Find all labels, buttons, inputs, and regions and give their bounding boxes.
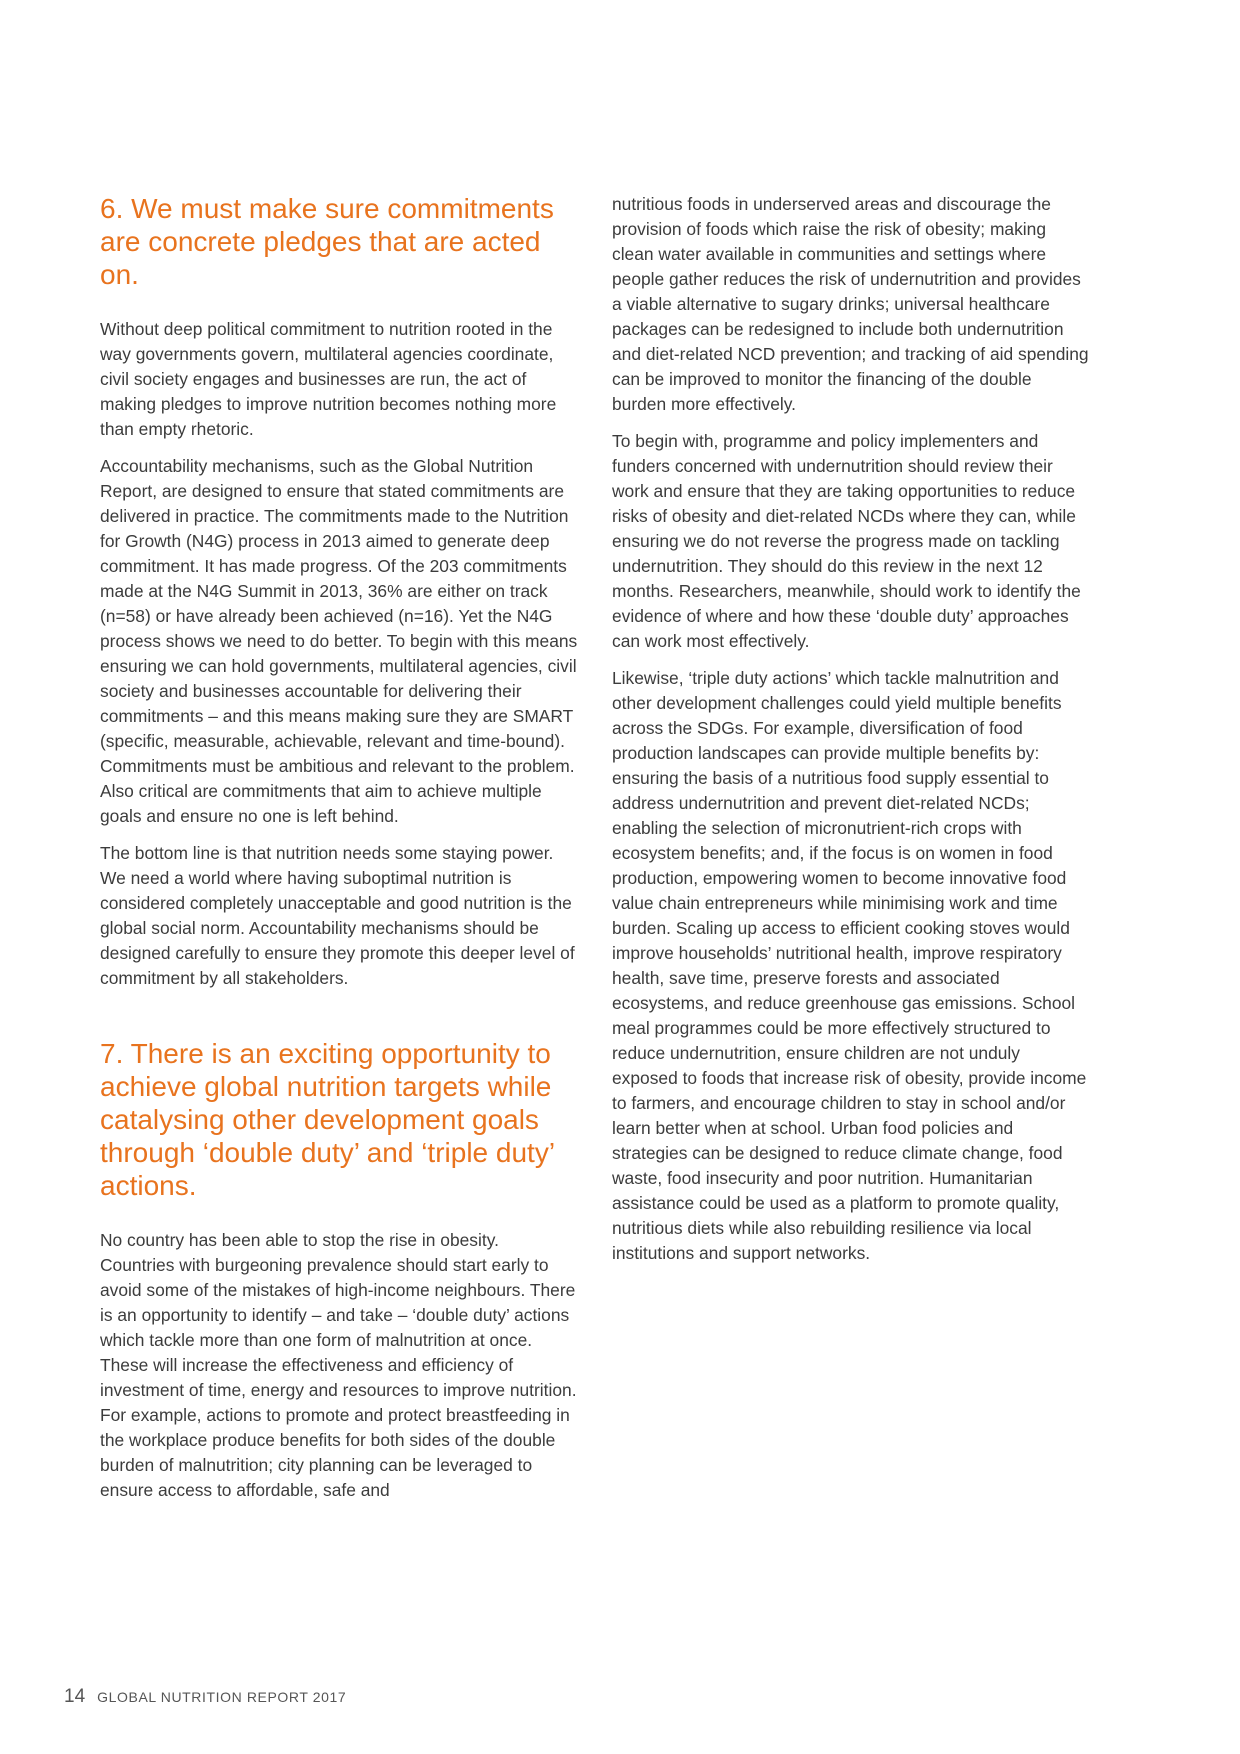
paragraph: No country has been able to stop the rise in obesity. Countries with burgeoning prevalence should start early to avoid some of the mistakes of high-income neighbours. There is an opportunity to identify – and take – ‘double duty’ actions which tackle more than one form of malnutrition at once. These will increase the effectiveness and efficiency of investment of time, energy and resources to improve nutrition. For example, actions to promote and protect breastfeeding in the workplace produce benefits for both sides of the double burden of malnutrition; city planning can be leveraged to ensure access to affordable, safe and	[100, 1230, 577, 1500]
paragraph: The bottom line is that nutrition needs some staying power. We need a world where having suboptimal nutrition is considered completely unacceptable and good nutrition is the global social norm. Accountability mechanisms should be designed carefully to ensure they promote this deeper level of commitment by all stakeholders.	[100, 843, 575, 988]
page-footer	[64, 1686, 346, 1708]
paragraph: nutritious foods in underserved areas and discourage the provision of foods which raise the risk of obesity; making clean water available in communities and settings where people gather reduces the risk of undernutrition and provides a viable alternative to sugary drinks; universal healthcare packages can be redesigned to include both undernutrition and diet-related NCD prevention; and tracking of aid spending can be improved to monitor the financing of the double burden more effectively.	[612, 194, 1089, 414]
paragraph: To begin with, programme and policy implementers and funders concerned with undernutrition should review their work and ensure that they are taking opportunities to reduce risks of obesity and diet-related NCDs where they can, while ensuring we do not reverse the progress made on tackling undernutrition. They should do this review in the next 12 months. Researchers, meanwhile, should work to identify the evidence of where and how these ‘double duty’ approaches can work most effectively.	[612, 431, 1081, 651]
report-title: GLOBAL NUTRITION REPORT 2017	[97, 1689, 347, 1705]
right-column	[612, 192, 1090, 1278]
paragraph: Accountability mechanisms, such as the Global Nutrition Report, are designed to ensure that stated commitments are delivered in practice. The commitments made to the Nutrition for Growth (N4G) process in 2013 aimed to generate deep commitment. It has made progress. Of the 203 commitments made at the N4G Summit in 2013, 36% are either on track (n=58) or have already been achieved (n=16). Yet the N4G process shows we need to do better. To begin with this means ensuring we can hold governments, multilateral agencies, civil society and businesses accountable for delivering their commitments – and this means making sure they are SMART (specific, measurable, achievable, relevant and time-bound). Commitments must be ambitious and relevant to the problem. Also critical are commitments that aim to achieve multiple goals and ensure no one is left behind.	[100, 456, 578, 826]
left-column	[100, 192, 578, 1515]
section-7	[100, 1037, 578, 1503]
paragraph: Likewise, ‘triple duty actions’ which tackle malnutrition and other development challenges could yield multiple benefits across the SDGs. For example, diversification of food production landscapes can provide multiple benefits by: ensuring the basis of a nutritious food supply essential to address undernutrition and prevent diet-related NCDs; enabling the selection of micronutrient-rich crops with ecosystem benefits; and, if the focus is on women in food production, empowering women to become innovative food value chain entrepreneurs while minimising work and time burden. Scaling up access to efficient cooking stoves would improve households’ nutritional health, improve respiratory health, save time, preserve forests and associated ecosystems, and reduce greenhouse gas emissions. School meal programmes could be more effectively structured to reduce undernutrition, ensure children are not unduly exposed to foods that increase risk of obesity, provide income to farmers, and encourage children to stay in school and/or learn better when at school. Urban food policies and strategies can be designed to reduce climate change, food waste, food insecurity and poor nutrition. Humanitarian assistance could be used as a platform to promote quality, nutritious diets while also rebuilding resilience via local institutions and support networks.	[612, 668, 1087, 1263]
paragraph: Without deep political commitment to nutrition rooted in the way governments govern, multilateral agencies coordinate, civil society engages and businesses are run, the act of making pledges to improve nutrition becomes nothing more than empty rhetoric.	[100, 319, 557, 439]
section-6-heading: 6. We must make sure commitments are concrete pledges that are acted on.	[100, 193, 554, 290]
page-number: 14	[64, 1686, 86, 1707]
section-6	[100, 192, 578, 991]
section-7-heading: 7. There is an exciting opportunity to achieve global nutrition targets while catalysing other development goals through ‘double duty’ and ‘triple duty’ actions.	[100, 1038, 555, 1201]
